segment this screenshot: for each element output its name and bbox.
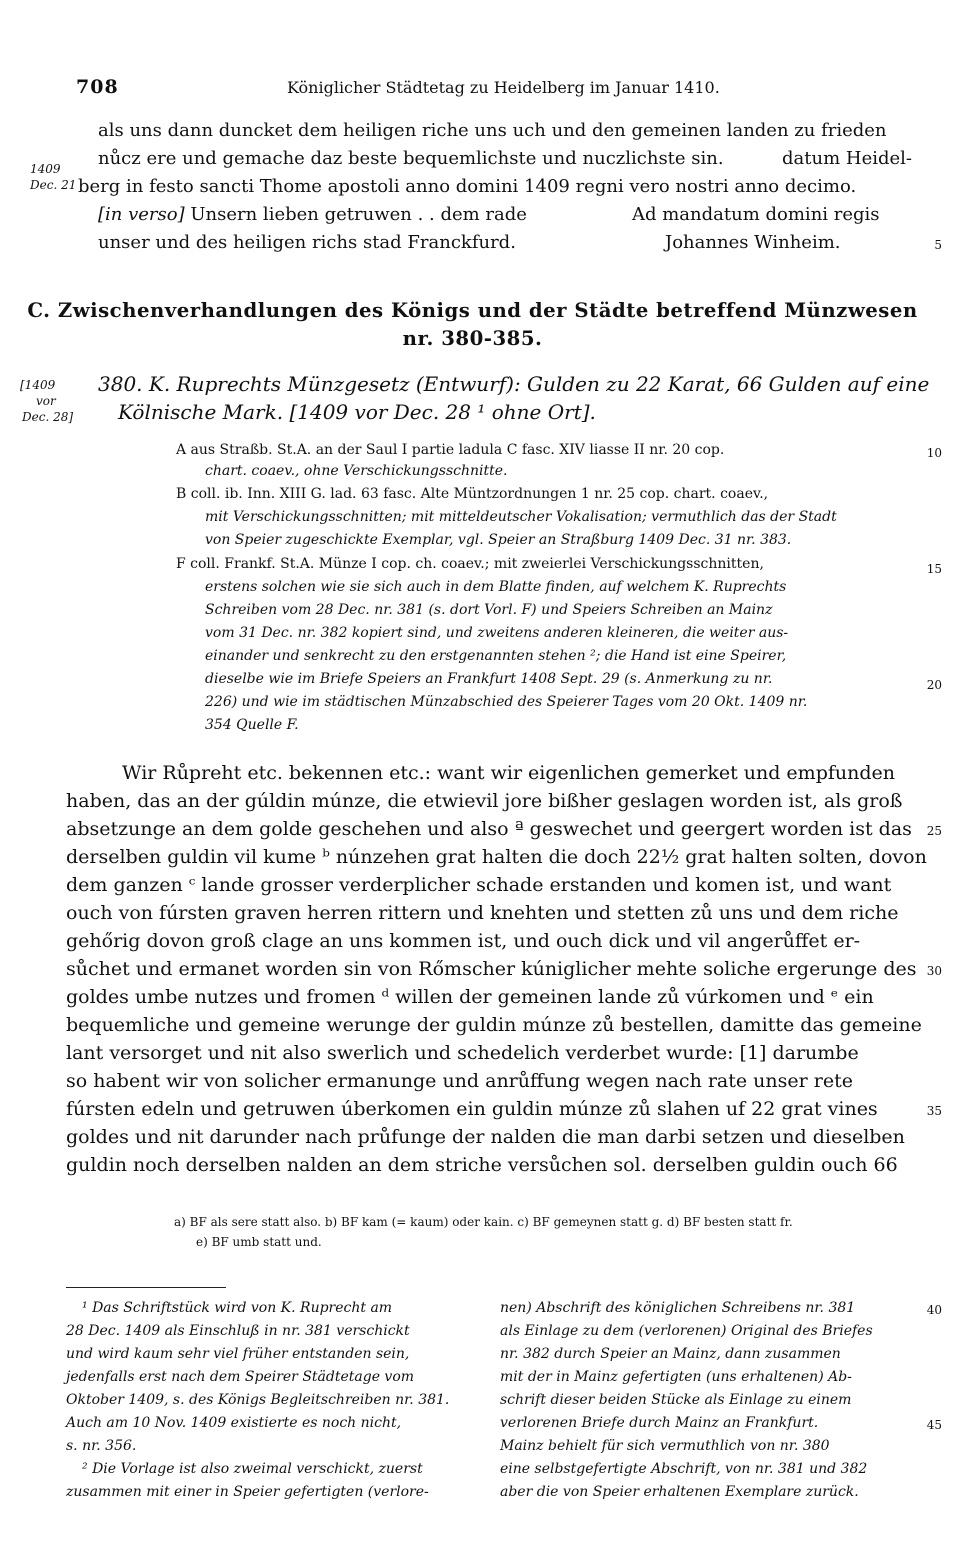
main-text-line-3: absetzunge an dem golde geschehen und also ª geswechet und geergert worden ist das (66, 818, 912, 840)
apparatus-line-13: 354 Quelle F. (205, 717, 299, 733)
opening-line-2: nůcz ere und gemache daz beste bequemlichste und nuczlichste sin. (98, 148, 724, 169)
main-text-line-2: haben, das an der gúldin múnze, die etwievil jore bißher geslagen worden ist, als groß (66, 790, 903, 812)
mandatum-line: Ad mandatum domini regis (632, 204, 880, 225)
apparatus-line-7: erstens solchen wie sie sich auch in dem Blatte finden, auf welchem K. Ruprechts (205, 579, 787, 595)
note-right-line-3: nr. 382 durch Speier an Mainz, dann zusammen (500, 1346, 841, 1362)
apparatus-line-4: mit Verschickungsschnitten; mit mitteldeutscher Vokalisation; vermuthlich das der Stadt (205, 509, 837, 525)
note-left-line-3: und wird kaum sehr viel früher entstanden sein, (66, 1346, 410, 1362)
variant-notes-line-1: a) BF als sere statt also. b) BF kam (= kaum) oder kain. c) BF gemeynen statt g. d) BF besten statt fr. (174, 1215, 793, 1229)
footnote-separator (66, 1287, 226, 1288)
apparatus-line-1: A aus Straßb. St.A. an der Saul I partie ladula C fasc. XIV liasse II nr. 20 cop. (176, 442, 725, 458)
address-line-2: unser und des heiligen richs stad Franckfurd. (98, 232, 516, 253)
note-left-line-7: s. nr. 356. (66, 1438, 137, 1454)
note-right-line-9: aber die von Speier erhaltenen Exemplare zurück. (500, 1484, 859, 1500)
datum-text: datum Heidel- (782, 148, 912, 169)
section-heading-line-2: nr. 380-385. (402, 326, 543, 350)
line-number-35: 35 (926, 1104, 942, 1118)
main-text-line-11: lant versorget und nit also swerlich und schedelich verderbet wurde: [1] darumbe (66, 1042, 859, 1064)
doc-side-date-1: [1409 (20, 378, 56, 392)
apparatus-line-2: chart. coaev., ohne Verschickungsschnitte. (205, 463, 508, 479)
line-number-10: 10 (926, 446, 942, 460)
main-text-line-9: goldes umbe nutzes und fromen ᵈ willen der gemeinen lande zů vúrkomen und ᵉ ein (66, 986, 874, 1008)
note-right-line-2: als Einlage zu dem (verlorenen) Original des Briefes (500, 1323, 873, 1339)
main-text-line-6: ouch von fúrsten graven herren rittern und knehten und stetten zů uns und dem riche (66, 902, 899, 924)
apparatus-line-10: einander und senkrecht zu den erstgenannten stehen ²; die Hand ist eine Speirer, (205, 648, 787, 664)
address-line-1 (98, 204, 527, 225)
line-number-25: 25 (926, 824, 942, 838)
apparatus-line-9: vom 31 Dec. nr. 382 kopiert sind, und zweitens anderen kleineren, die weiter aus- (205, 625, 789, 641)
line-number-30: 30 (926, 964, 942, 978)
note-left-line-1: ¹ Das Schriftstück wird von K. Ruprecht am (82, 1300, 393, 1316)
note-right-line-6: verlorenen Briefe durch Mainz an Frankfurt. (500, 1415, 819, 1431)
line-number-40: 40 (926, 1303, 942, 1317)
note-left-line-6: Auch am 10 Nov. 1409 existierte es noch nicht, (66, 1415, 402, 1431)
page-number: 708 (76, 76, 119, 98)
line-number-20: 20 (926, 678, 942, 692)
main-text-line-1: Wir Růpreht etc. bekennen etc.: want wir eigenlichen gemerket und empfunden (122, 762, 896, 784)
note-left-line-2: 28 Dec. 1409 als Einschluß in nr. 381 verschickt (66, 1323, 410, 1339)
section-heading-line-1: C. Zwischenverhandlungen des Königs und der Städte betreffend Münzwesen (27, 298, 918, 322)
opening-line-1: als uns dann duncket dem heiligen riche uns uch und den gemeinen landen zu frieden (98, 120, 887, 141)
signer-name: Johannes Winheim. (665, 232, 841, 253)
main-text-line-5: dem ganzen ᶜ lande grosser verderplicher schade erstanden und komen ist, und want (66, 874, 892, 896)
note-right-line-1: nen) Abschrift des königlichen Schreibens nr. 381 (500, 1300, 856, 1316)
line-number-15: 15 (926, 562, 942, 576)
running-head: Königlicher Städtetag zu Heidelberg im Januar 1410. (287, 78, 720, 97)
opening-line-2-wrap (98, 148, 912, 169)
note-right-line-5: schrift dieser beiden Stücke als Einlage zu einem (500, 1392, 852, 1408)
note-left-line-8: ² Die Vorlage ist also zweimal verschickt, zuerst (82, 1461, 423, 1477)
apparatus-line-6: F coll. Frankf. St.A. Münze I cop. ch. coaev.; mit zweierlei Verschickungsschnitten, (176, 556, 764, 572)
document-title-1: 380. K. Ruprechts Münzgesetz (Entwurf): Gulden zu 22 Karat, 66 Gulden auf eine (98, 372, 930, 396)
apparatus-line-5: von Speier zugeschickte Exemplar, vgl. Speier an Straßburg 1409 Dec. 31 nr. 383. (205, 532, 792, 548)
main-text-line-12: so habent wir von solicher ermanunge und anrůffung wegen nach rate unser rete (66, 1070, 853, 1092)
note-left-line-5: Oktober 1409, s. des Königs Begleitschreiben nr. 381. (66, 1392, 450, 1408)
line-number-45: 45 (926, 1418, 942, 1432)
line-number-5: 5 (934, 238, 942, 252)
main-text-line-13: fúrsten edeln und getruwen úberkomen ein guldin múnze zů slahen uf 22 grat vines (66, 1098, 878, 1120)
opening-line-3: berg in festo sancti Thome apostoli anno domini 1409 regni vero nostri anno decimo. (78, 176, 857, 197)
main-text-line-14: goldes und nit darunder nach průfunge der nalden die man darbi setzen und dieselben (66, 1126, 905, 1148)
apparatus-line-3: B coll. ib. Inn. XIII G. lad. 63 fasc. Alte Müntzordnungen 1 nr. 25 cop. chart. coaev., (176, 486, 769, 502)
note-right-line-4: mit der in Mainz gefertigten (uns erhaltenen) Ab- (500, 1369, 852, 1385)
apparatus-line-8: Schreiben vom 28 Dec. nr. 381 (s. dort Vorl. F) und Speiers Schreiben an Mainz (205, 602, 773, 618)
apparatus-line-12: 226) und wie im städtischen Münzabschied des Speierer Tages vom 20 Okt. 1409 nr. (205, 694, 808, 710)
main-text-line-15: guldin noch derselben nalden an dem striche versůchen sol. derselben guldin ouch 66 (66, 1154, 898, 1176)
side-date-year: 1409 (30, 162, 61, 176)
note-left-line-9: zusammen mit einer in Speier gefertigten (verlore- (66, 1484, 429, 1500)
doc-side-date-3: Dec. 28] (22, 410, 74, 424)
verso-label: [in verso] (98, 204, 185, 225)
doc-side-date-2: vor (36, 394, 56, 408)
document-title-2: Kölnische Mark. [1409 vor Dec. 28 ¹ ohne Ort]. (118, 400, 596, 424)
variant-notes-line-2: e) BF umb statt und. (196, 1235, 322, 1249)
address-text-1: Unsern lieben getruwen . . dem rade (190, 204, 527, 225)
main-text-line-8: sůchet und ermanet worden sin von Rőmscher kúniglicher mehte soliche ergerunge des (66, 958, 917, 980)
main-text-line-10: bequemliche und gemeine werunge der guldin múnze zů bestellen, damitte das gemeine (66, 1014, 922, 1036)
note-right-line-7: Mainz behielt für sich vermuthlich von nr. 380 (500, 1438, 830, 1454)
note-right-line-8: eine selbstgefertigte Abschrift, von nr. 381 und 382 (500, 1461, 868, 1477)
side-date-day: Dec. 21 (30, 178, 77, 192)
main-text-line-4: derselben guldin vil kume ᵇ núnzehen grat halten die doch 22½ grat halten solten, dovon (66, 846, 927, 868)
note-left-line-4: jedenfalls erst nach dem Speirer Städtetage vom (66, 1369, 415, 1385)
main-text-line-7: gehőrig dovon groß clage an uns kommen ist, und ouch dick und vil angerůffet er- (66, 930, 861, 952)
apparatus-line-11: dieselbe wie im Briefe Speiers an Frankfurt 1408 Sept. 29 (s. Anmerkung zu nr. (205, 671, 773, 687)
